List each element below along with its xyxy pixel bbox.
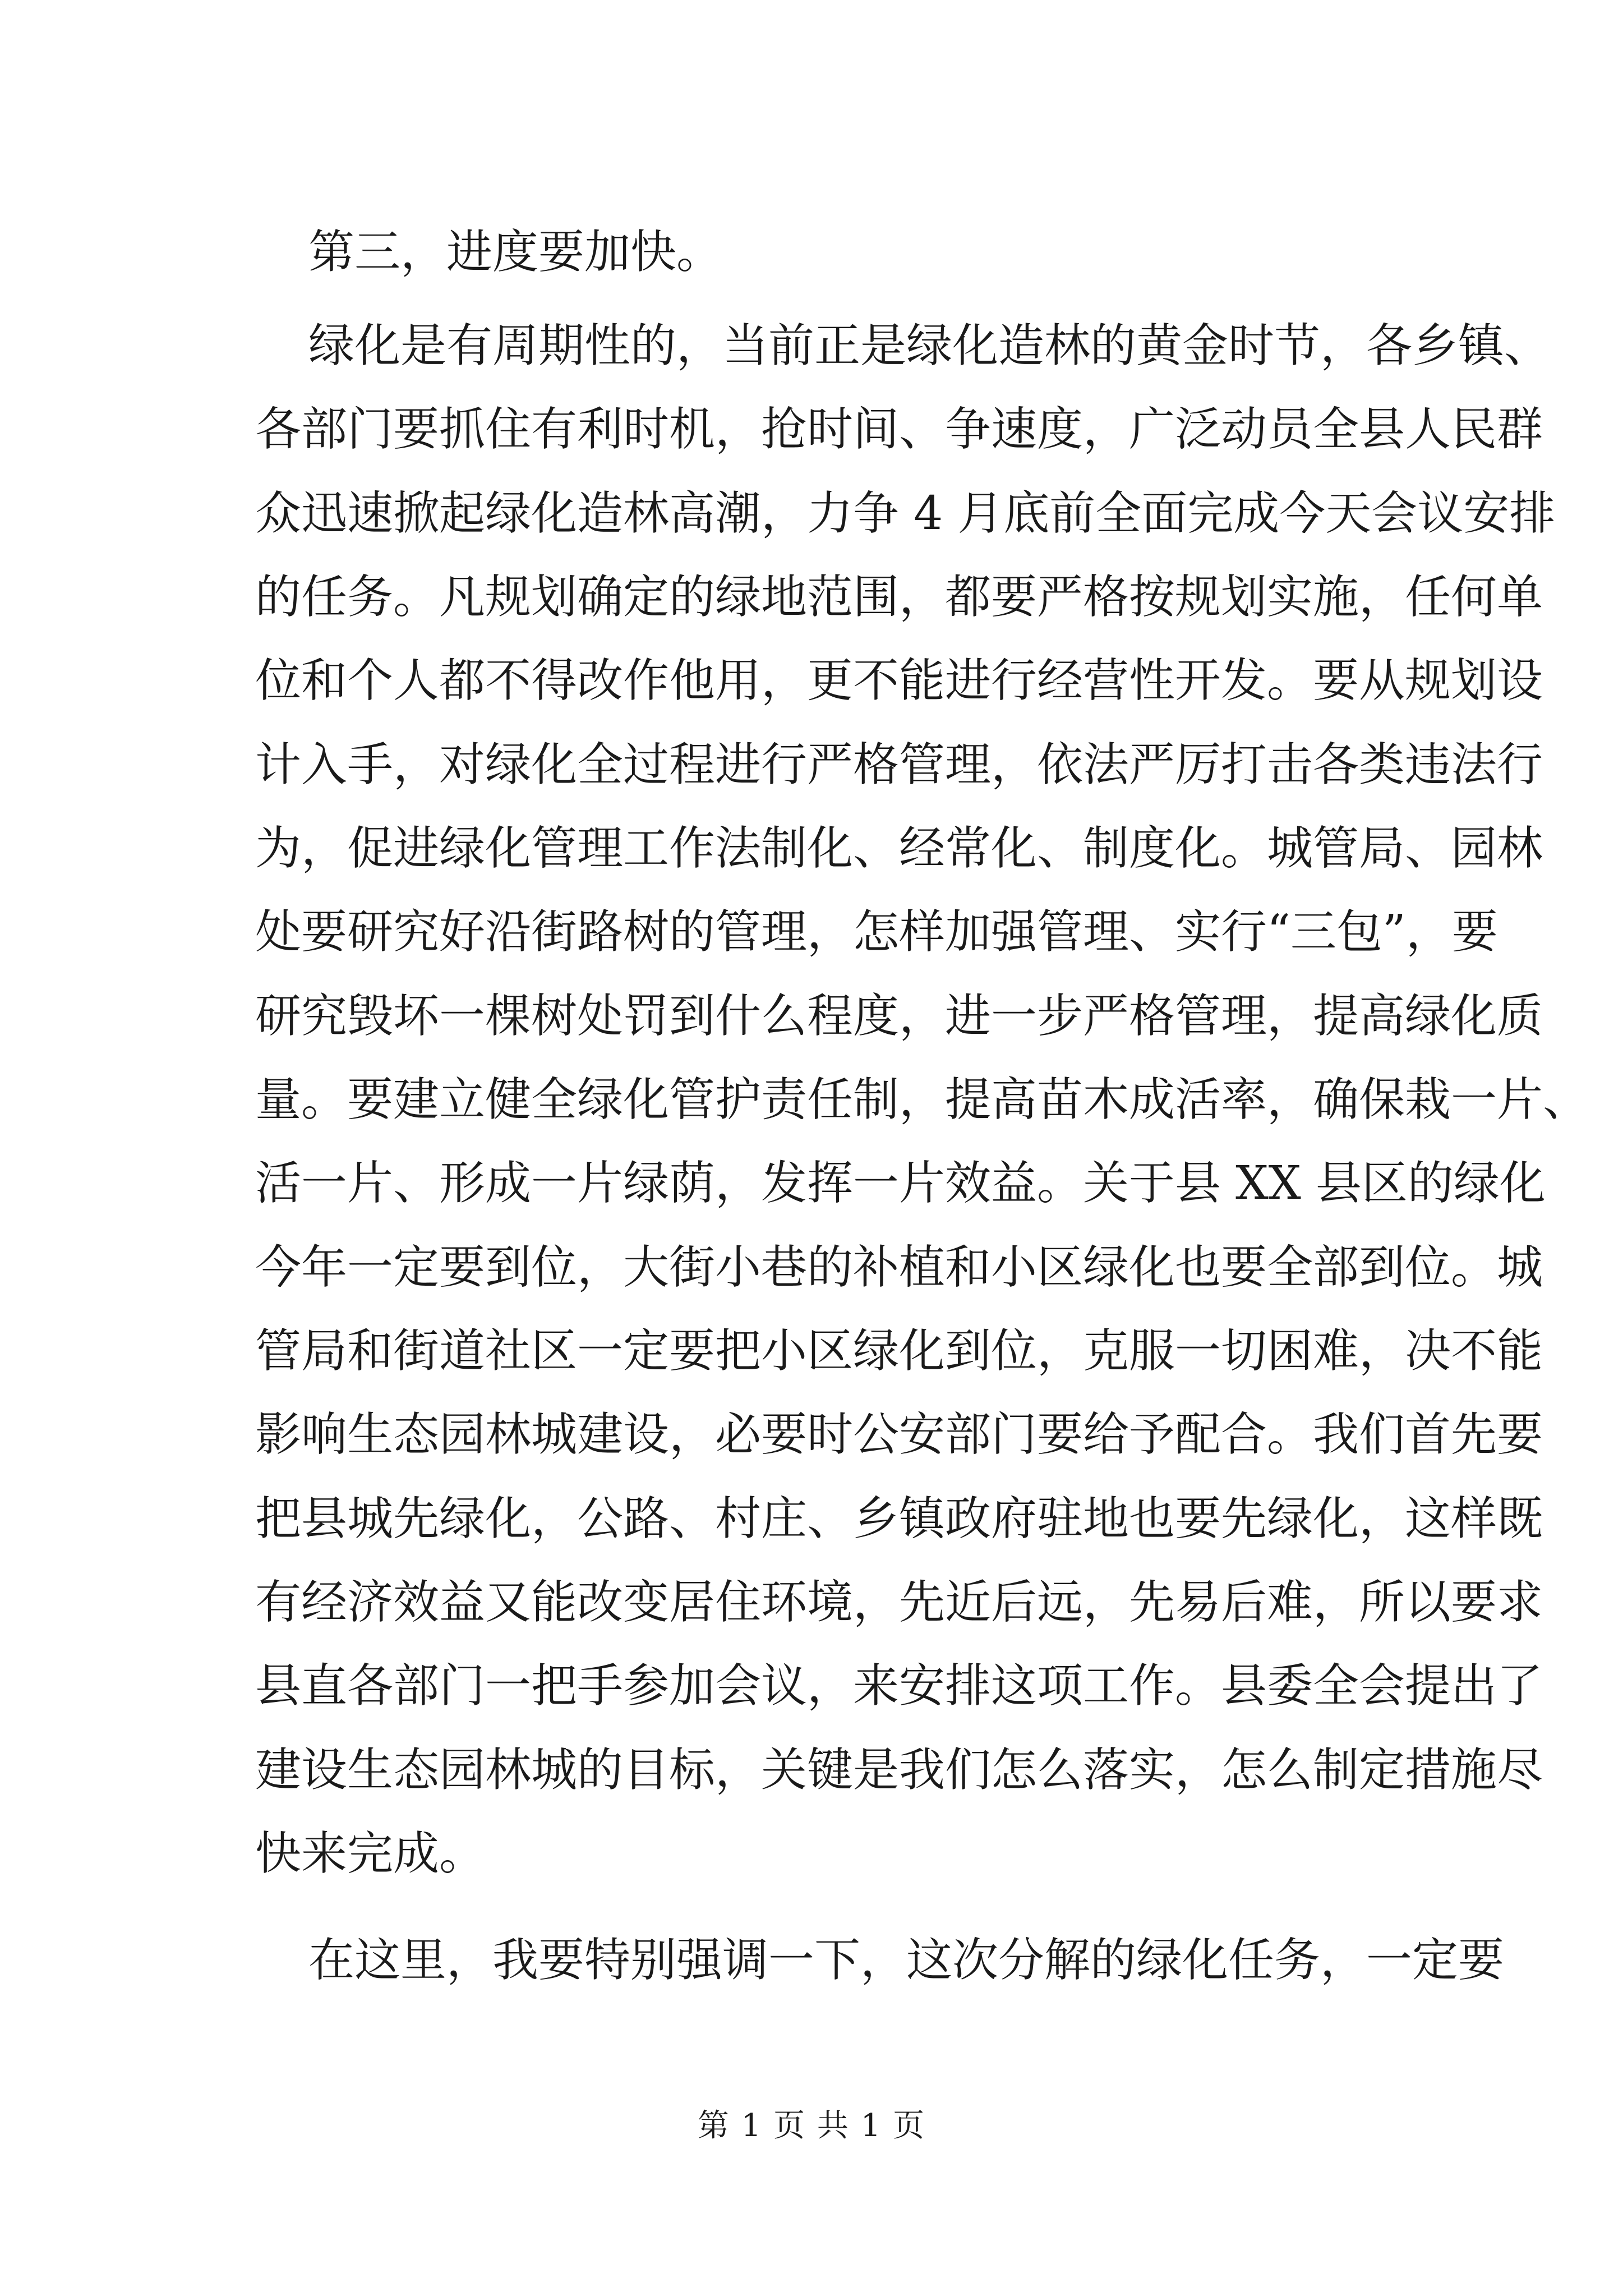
paragraph-1-line: 量。要建立健全绿化管护责任制，提高苗木成活率，确保栽一片、 xyxy=(255,1073,1589,1126)
paragraph-1-line: 处要研究好沿街路树的管理，怎样加强管理、实行“三包”，要 xyxy=(255,905,1498,959)
page-number-footer: 第 1 页 共 1 页 xyxy=(697,2108,926,2144)
section-heading: 第三，进度要加快。 xyxy=(308,226,723,279)
paragraph-1-line: 有经济效益又能改变居住环境，先近后远，先易后难，所以要求 xyxy=(255,1576,1543,1629)
paragraph-1-line: 研究毁坏一棵树处罚到什么程度，进一步严格管理，提高绿化质 xyxy=(255,990,1543,1043)
paragraph-1-line: 计入手，对绿化全过程进行严格管理，依法严厉打击各类违法行 xyxy=(255,738,1543,792)
paragraph-1-line: 影响生态园林城建设，必要时公安部门要给予配合。我们首先要 xyxy=(255,1408,1543,1461)
paragraph-1-line: 管局和街道社区一定要把小区绿化到位，克服一切困难，决不能 xyxy=(255,1324,1543,1378)
paragraph-1-line: 绿化是有周期性的，当前正是绿化造林的黄金时节，各乡镇、 xyxy=(308,319,1551,372)
paragraph-1-line: 的任务。凡规划确定的绿地范围，都要严格按规划实施，任何单 xyxy=(255,570,1543,624)
paragraph-1-line: 今年一定要到位，大街小巷的补植和小区绿化也要全部到位。城 xyxy=(255,1241,1543,1294)
paragraph-1-line: 县直各部门一把手参加会议，来安排这项工作。县委全会提出了 xyxy=(255,1659,1543,1713)
paragraph-2-line: 在这里，我要特别强调一下，这次分解的绿化任务，一定要 xyxy=(308,1934,1505,1987)
paragraph-1-line: 为，促进绿化管理工作法制化、经常化、制度化。城管局、园林 xyxy=(255,822,1543,875)
paragraph-1-line: 建设生态园林城的目标，关键是我们怎么落实，怎么制定措施尽 xyxy=(255,1743,1543,1797)
paragraph-1-line: 快来完成。 xyxy=(255,1827,486,1880)
paragraph-1-line: 位和个人都不得改作他用，更不能进行经营性开发。要从规划设 xyxy=(255,654,1543,707)
paragraph-1-line: 众迅速掀起绿化造林高潮，力争 4 月底前全面完成今天会议安排 xyxy=(255,487,1556,540)
paragraph-1-line: 把县城先绿化，公路、村庄、乡镇政府驻地也要先绿化，这样既 xyxy=(255,1492,1543,1545)
paragraph-1-line: 活一片、形成一片绿荫，发挥一片效益。关于县 XX 县区的绿化 xyxy=(255,1157,1546,1210)
paragraph-1-line: 各部门要抓住有利时机，抢时间、争速度，广泛动员全县人民群 xyxy=(255,403,1543,456)
